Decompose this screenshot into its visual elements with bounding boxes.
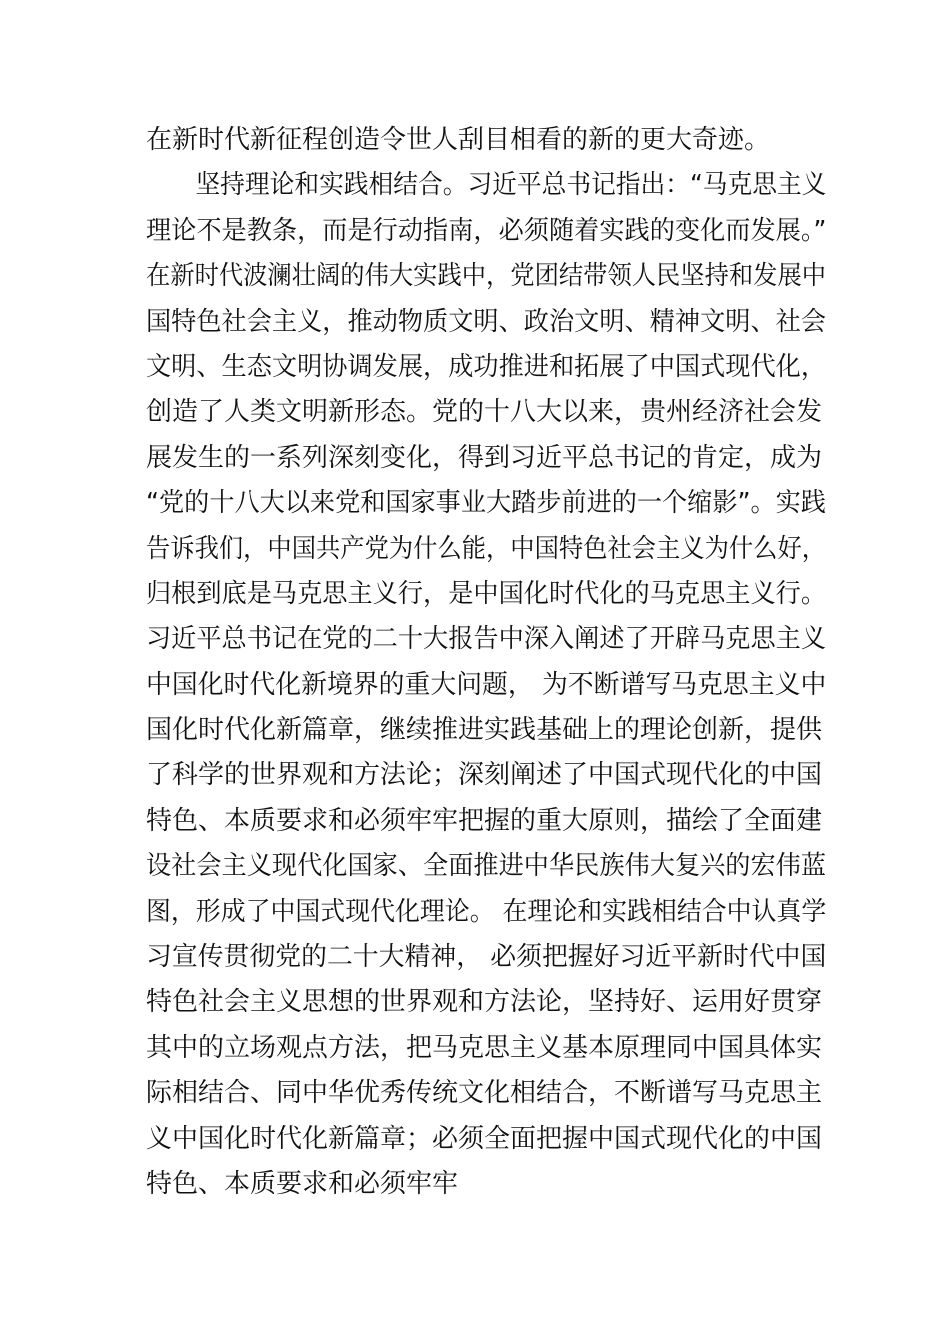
text-line: 中国化时代化新境界的重大问题， 为不断谱写马克思主义中 [146,669,827,700]
text-line: 特色、本质要求和必须牢牢把握的重大原则，描绘了全面建 [146,805,823,836]
text-line: 理论不是教条，而是行动指南，必须随着实践的变化而发展。” [146,215,827,246]
text-line: 其中的立场观点方法，把马克思主义基本原理同中国具体实 [146,1032,823,1063]
body-text [146,118,826,1207]
text-line: 习宣传贯彻党的二十大精神， 必须把握好习近平新时代中国 [146,942,827,973]
text-line: 创造了人类文明新形态。党的十八大以来，贵州经济社会发 [146,397,823,428]
text-line: 国化时代化新篇章，继续推进实践基础上的理论创新，提供 [146,715,823,746]
text-line: 在新时代波澜壮阔的伟大实践中，党团结带领人民坚持和发展中 [146,261,827,292]
text-line: 在新时代新征程创造令世人刮目相看的新的更大奇迹。 [146,125,771,155]
text-line: 际相结合、同中华优秀传统文化相结合，不断谱写马克思主 [146,1078,823,1109]
text-line: 图，形成了中国式现代化理论。 在理论和实践相结合中认真学 [146,896,827,927]
text-line: 设社会主义现代化国家、全面推进中华民族伟大复兴的宏伟蓝 [146,851,827,882]
text-line: 归根到底是马克思主义行，是中国化时代化的马克思主义行。 [146,578,827,609]
text-line: 了科学的世界观和方法论；深刻阐述了中国式现代化的中国 [146,760,823,791]
text-line: 特色社会主义思想的世界观和方法论，坚持好、运用好贯穿 [146,987,823,1018]
text-line: 习近平总书记在党的二十大报告中深入阐述了开辟马克思主义 [146,624,827,655]
text-line: 特色、本质要求和必须牢牢 [146,1168,459,1199]
text-line: 告诉我们，中国共产党为什么能，中国特色社会主义为什么好， [146,533,827,564]
text-line: “党的十八大以来党和国家事业大踏步前进的一个缩影”。实践 [146,488,826,519]
text-line: 坚持理论和实践相结合。习近平总书记指出：“马克思主义 [146,170,827,201]
text-line: 义中国化时代化新篇章；必须全面把握中国式现代化的中国 [146,1123,823,1154]
text-line: 展发生的一系列深刻变化，得到习近平总书记的肯定，成为 [146,442,823,473]
text-line: 文明、生态文明协调发展，成功推进和拓展了中国式现代化， [146,351,827,382]
text-line: 国特色社会主义，推动物质文明、政治文明、精神文明、社会 [146,306,827,337]
